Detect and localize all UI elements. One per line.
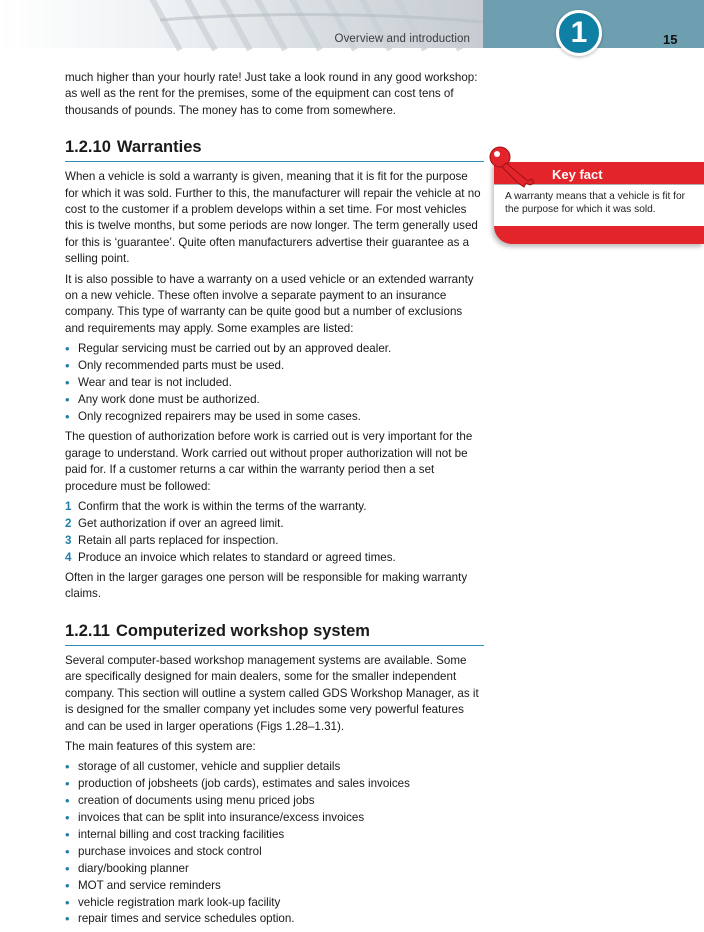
- header-banner: [0, 0, 483, 48]
- paragraph: Often in the larger garages one person will be responsible for making warranty claims.: [65, 571, 468, 601]
- key-fact-title: Key fact: [552, 167, 603, 182]
- main-text-column: [65, 70, 484, 932]
- paragraph: The question of authorization before work is carried out is very important for the garage to understand. Work carried out without proper authorization will not be paid for. If a customer returns a car within the warranty period then a set procedure must be followed:: [65, 430, 473, 493]
- chapter-number-badge: 1: [556, 10, 602, 56]
- list-item: • invoices that can be split into insurance/excess invoices: [65, 810, 484, 826]
- page-number: 15: [663, 32, 678, 47]
- step-text: Retain all parts replaced for inspection.: [78, 533, 279, 547]
- paragraph: It is also possible to have a warranty on a used vehicle or an extended warranty on a new vehicle. These often involve a separate payment to an insurance company. This type of warranty can be quite good but a number of exclusions and requirements may apply. Some examples are listed:: [65, 272, 474, 335]
- list-item: • Wear and tear is not included.: [65, 375, 484, 391]
- numbered-list: [65, 499, 484, 566]
- paragraph: When a vehicle is sold a warranty is given, meaning that it is fit for the purpose for which it was sold. Further to this, the manufacturer will repair the vehicle at no cost to the customer if a problem develops within a set time. For most vehicles this is twelve months, but some periods are now longer. The term generally used for this is ‘guarantee’. Quite often manufacturers advertise their guarantee as a selling point.: [65, 170, 481, 266]
- list-item: [65, 499, 484, 515]
- section-heading-computerized: [65, 621, 484, 646]
- section-number: 1.2.10: [65, 138, 111, 157]
- paragraph: Several computer-based workshop management systems are available. Some are specifically designed for main dealers, some for the smaller independent company. This section will outline a system called GDS Workshop Manager, as it is designed for the smaller company yet includes some very powerful features and can be used in larger operations (Figs 1.28–1.31).: [65, 653, 479, 733]
- paragraph: The main features of this system are:: [65, 739, 256, 753]
- step-number: 2: [65, 516, 72, 530]
- list-item: • Only recommended parts must be used.: [65, 358, 484, 374]
- list-item: [65, 516, 484, 532]
- step-text: Produce an invoice which relates to standard or agreed times.: [78, 550, 396, 564]
- key-icon: [488, 145, 548, 189]
- list-item: • repair times and service schedules option.: [65, 911, 484, 927]
- list-item: [65, 533, 484, 549]
- list-item: • storage of all customer, vehicle and supplier details: [65, 759, 484, 775]
- bullet-list: [65, 759, 484, 928]
- list-item: • diary/booking planner: [65, 861, 484, 877]
- step-text: Confirm that the work is within the terms of the warranty.: [78, 499, 367, 513]
- section-title: Computerized workshop system: [115, 621, 370, 640]
- list-item: [65, 550, 484, 566]
- section-heading-warranties: [65, 137, 484, 162]
- list-item: • internal billing and cost tracking facilities: [65, 827, 484, 843]
- intro-paragraph: much higher than your hourly rate! Just take a look round in any good workshop: as well as the rent for the premises, some of the equipment can cost tens of thousands of pounds. The money has to come from somewhere.: [65, 71, 478, 117]
- list-item: • Regular servicing must be carried out by an approved dealer.: [65, 341, 484, 357]
- list-item: • Any work done must be authorized.: [65, 392, 484, 408]
- step-text: Get authorization if over an agreed limit.: [78, 516, 284, 530]
- section-title: Warranties: [116, 138, 202, 157]
- step-number: 4: [65, 550, 72, 564]
- key-fact-text: A warranty means that a vehicle is fit for the purpose for which it was sold.: [505, 191, 686, 215]
- step-number: 1: [65, 499, 72, 513]
- list-item: • MOT and service reminders: [65, 878, 484, 894]
- section-number: 1.2.11: [65, 621, 110, 640]
- list-item: • vehicle registration mark look-up facility: [65, 895, 484, 911]
- list-item: • creation of documents using menu priced jobs: [65, 793, 484, 809]
- list-item: • production of jobsheets (job cards), estimates and sales invoices: [65, 776, 484, 792]
- list-item: • Only recognized repairers may be used in some cases.: [65, 409, 484, 425]
- running-header-title: Overview and introduction: [334, 33, 470, 45]
- step-number: 3: [65, 533, 72, 547]
- bullet-list: [65, 341, 484, 425]
- list-item: • purchase invoices and stock control: [65, 844, 484, 860]
